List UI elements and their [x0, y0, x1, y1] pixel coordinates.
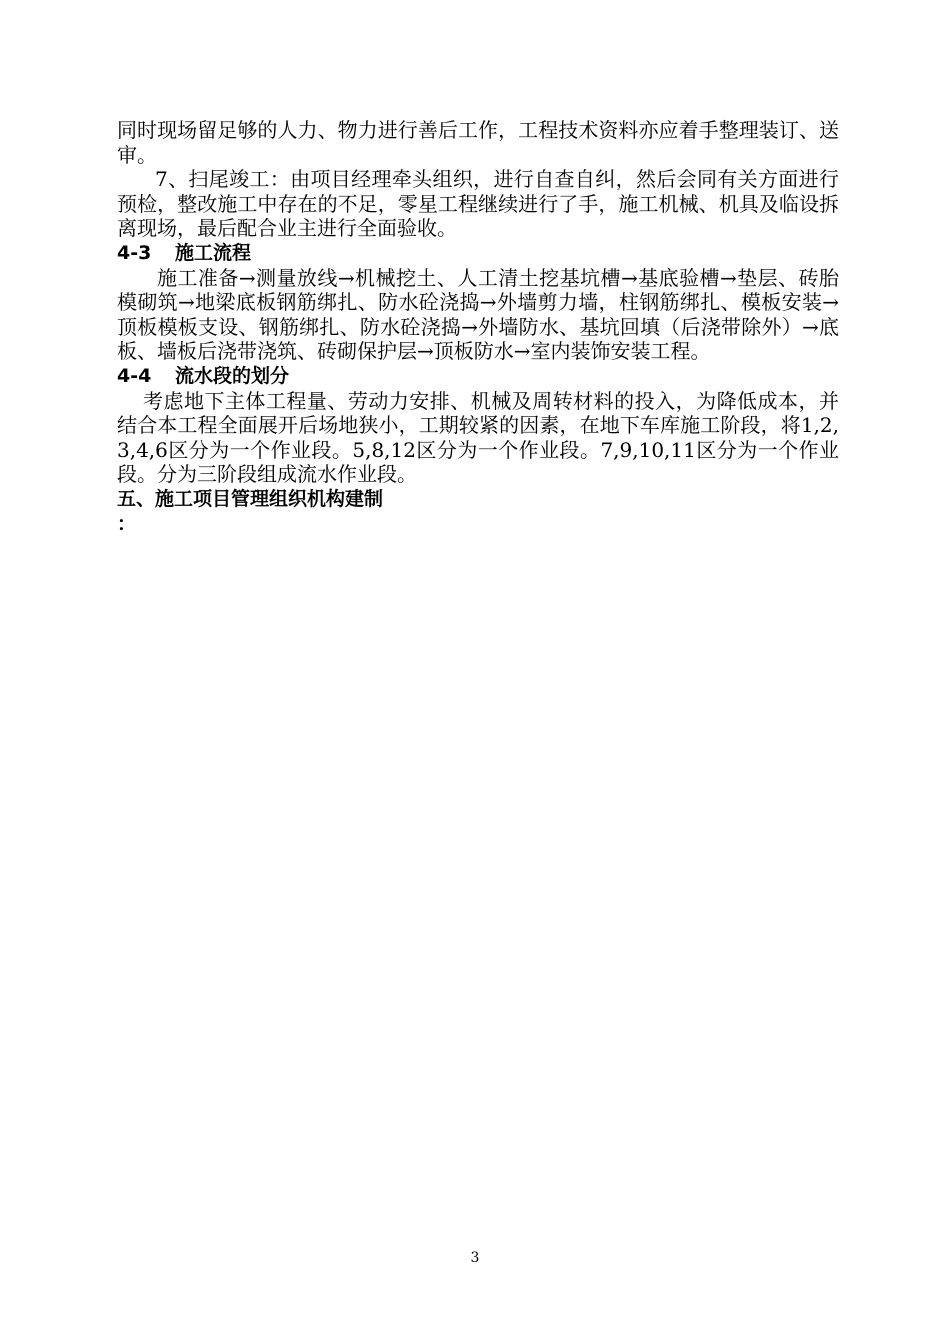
- section-title-4-4: 流水段的划分: [175, 364, 290, 387]
- section-title-4-3: 施工流程: [175, 241, 252, 264]
- section-number-4-4: 4-4: [117, 364, 152, 387]
- trailing-colon: ：: [117, 512, 137, 535]
- document-body: [117, 118, 839, 536]
- paragraph-cleanup-work: 同时现场留足够的人力、物力进行善后工作，工程技术资料亦应着手整理装订、送审。: [117, 118, 839, 167]
- paragraph-flow-section-division: 考虑地下主体工程量、劳动力安排、机械及周转材料的投入，为降低成本，并结合本工程全面展开后场地狭小，工期较紧的因素，在地下车库施工阶段，将1,2,3,4,6区分为一个作业段。5,8,12区分为一个作业段。7,9,10,11区分为一个作业段。分为三阶段组成流水作业段。: [117, 388, 839, 487]
- page-number: 3: [470, 1250, 480, 1266]
- paragraph-final-completion: 7、扫尾竣工：由项目经理牵头组织，进行自查自纠，然后会同有关方面进行预检，整改施工中存在的不足，零星工程继续进行了手，施工机械、机具及临设拆离现场，最后配合业主进行全面验收。: [117, 167, 839, 241]
- paragraph-construction-flow: 施工准备→测量放线→机械挖土、人工清土挖基坑槽→基底验槽→垫层、砖胎模砌筑→地梁底板钢筋绑扎、防水砼浇捣→外墙剪力墙，柱钢筋绑扎、模板安装→顶板模板支设、钢筋绑扎、防水砼浇捣→外墙防水、基坑回填（后浇带除外）→底板、墙板后浇带浇筑、砖砌保护层→顶板防水→室内装饰安装工程。: [117, 265, 839, 364]
- section-heading-5: 五、施工项目管理组织机构建制: [117, 487, 384, 510]
- section-number-4-3: 4-3: [117, 241, 152, 264]
- section-heading-4-4: [117, 364, 839, 389]
- section-heading-4-3: [117, 241, 839, 266]
